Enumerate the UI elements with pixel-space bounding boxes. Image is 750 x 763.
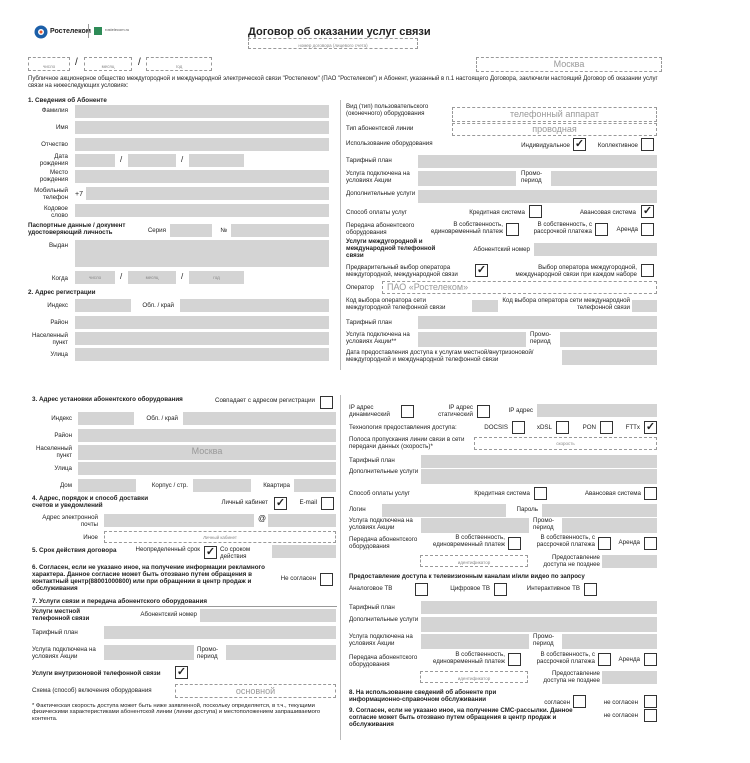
date-access-label: Дата предоставления доступа к услугам местной/внутризоновой/ междугородной и международной телефонной связи xyxy=(346,349,534,363)
fttx-checkbox[interactable] xyxy=(644,421,657,434)
local-tariff-field[interactable] xyxy=(104,626,336,639)
password-field[interactable] xyxy=(542,504,657,517)
promo2-period-label: Промо-период xyxy=(530,331,552,345)
fixed-term-label: Со сроком действия xyxy=(220,546,251,560)
bandwidth-hint: скорость xyxy=(556,441,575,446)
own-single4-checkbox[interactable] xyxy=(508,653,521,666)
s8-disagree-checkbox[interactable] xyxy=(644,695,657,708)
tariff4-label: Тарифный план xyxy=(349,604,395,611)
section-8-title: 8. На использование сведений об абоненте при информационно-справочном обслуживании xyxy=(349,689,497,703)
intro-text: Публичное акционерное общество междугородной и международной электрической связи "Ростелеком" (ПАО "Ростелеком") и Абонент, указанный в п.1 настоящего Договора, заключили настоящий Договор об оказании услуг связи на нижеследующих условиях: xyxy=(28,76,658,89)
ip-static-checkbox[interactable] xyxy=(477,405,490,418)
rent-checkbox[interactable] xyxy=(641,223,654,236)
line-type-value: проводная xyxy=(532,124,577,134)
tariff-label: Тарифный план xyxy=(346,157,392,164)
at-sign: @ xyxy=(258,514,267,523)
own-install3-checkbox[interactable] xyxy=(598,537,611,550)
ip-dynamic-checkbox[interactable] xyxy=(401,405,414,418)
local-promo-period-label: Промо-период xyxy=(197,646,219,660)
footnote: * Фактическая скорость доступа может быть ниже заявленной, поскольку определяется, в т.ч., текущими физическими характеристиками абонентской линии (линии доступа) и местоположением запрашиваемого контента. xyxy=(32,703,321,722)
own-single3-label: В собственность, единовременный платеж xyxy=(432,534,505,548)
codeword-label: Кодовое слово xyxy=(43,205,68,219)
house-label: Дом xyxy=(60,482,72,489)
fixed-term-field[interactable] xyxy=(272,545,336,558)
additional3-field[interactable] xyxy=(421,469,657,484)
tech-label: Технология предоставления доступа: xyxy=(349,424,457,431)
own-single4-label: В собственность, единовременный платеж xyxy=(432,651,505,665)
individual-label: Индивидуальное xyxy=(521,142,570,149)
tv-title: Предоставление доступа к телевизионным каналам и/или видео по запросу xyxy=(349,573,585,580)
fttx-label: FTTx xyxy=(625,424,640,431)
tariff3-field[interactable] xyxy=(421,455,657,468)
house-field[interactable] xyxy=(78,479,136,492)
scheme-field[interactable] xyxy=(175,684,336,698)
tariff-field[interactable] xyxy=(418,155,657,168)
month-caption: месяц xyxy=(101,64,115,69)
code-intl-field[interactable] xyxy=(632,300,657,312)
check-mark-icon: ✓ xyxy=(476,264,487,276)
own-single3-checkbox[interactable] xyxy=(508,537,521,550)
operator-value: ПАО «Ростелеком» xyxy=(387,282,469,292)
issue-day-caption: число xyxy=(88,275,102,280)
promo2-label: Услуга подключена на условиях Акции** xyxy=(346,331,410,345)
dob-year[interactable] xyxy=(189,154,244,167)
city-field[interactable] xyxy=(476,57,662,72)
ld-number-label: Абонентский номер xyxy=(473,246,530,253)
email-address-label: Адрес электронной почты xyxy=(42,514,98,528)
reg-locality-field[interactable] xyxy=(75,332,329,345)
section-7-title: 7. Услуги связи и передача абонентского оборудования xyxy=(32,598,207,605)
equip-type-value: телефонный аппарат xyxy=(509,109,600,119)
dob-month[interactable] xyxy=(128,154,176,167)
other-field[interactable] xyxy=(104,531,336,543)
name-label: Имя xyxy=(55,124,68,131)
own-install4-label: В собственность, с рассрочкой платежа xyxy=(536,651,595,665)
check-mark-icon: ✓ xyxy=(574,138,585,150)
own-install4-checkbox[interactable] xyxy=(598,653,611,666)
issue-year[interactable] xyxy=(189,271,244,284)
inst-index-field[interactable] xyxy=(78,412,134,425)
check-mark-icon: ✓ xyxy=(645,421,656,433)
ld-number-field[interactable] xyxy=(534,243,657,256)
promo4-period-label: Промо-период xyxy=(533,633,555,647)
series-field[interactable] xyxy=(170,224,212,237)
year-caption: год xyxy=(175,64,183,69)
tariff2-label: Тарифный план xyxy=(346,319,392,326)
password-label: Пароль xyxy=(516,506,538,513)
indefinite-checkbox[interactable] xyxy=(204,546,217,559)
tv-analog-label: Аналоговое ТВ xyxy=(349,585,393,592)
operator-label: Оператор xyxy=(346,284,374,291)
advance-label: Авансовая система xyxy=(579,209,636,216)
operator-field[interactable] xyxy=(382,281,657,294)
promo3-label: Услуга подключена на условиях Акции xyxy=(349,517,413,531)
cabinet-hint: Личный кабинет xyxy=(203,535,237,540)
own-install-label: В собственность, с рассрочкой платежа xyxy=(533,221,592,235)
local-number-label: Абонентский номер xyxy=(140,611,197,618)
rostelecom-logo-icon xyxy=(34,25,48,39)
s9-disagree-label: не согласен xyxy=(603,712,638,719)
tv-digital-label: Цифровое ТВ xyxy=(450,585,490,592)
issue-slash: / xyxy=(181,272,184,281)
credit3-checkbox[interactable] xyxy=(534,487,547,500)
transfer4-label: Передача абонентского оборудования xyxy=(349,654,418,668)
when-label: Когда xyxy=(51,275,68,282)
s8-disagree-label: не согласен xyxy=(603,699,638,706)
perdial-label: Выбор оператора междугородной, международной связи при каждом наборе xyxy=(515,264,637,278)
column-divider xyxy=(340,100,341,370)
section-5-title: 5. Срок действия договора xyxy=(32,547,117,554)
additional-label: Дополнительные услуги xyxy=(346,190,416,197)
transfer3-label: Передача абонентского оборудования xyxy=(349,536,418,550)
credit3-label: Кредитная система xyxy=(474,490,530,497)
perdial-checkbox[interactable] xyxy=(641,264,654,277)
provided-later4-field[interactable] xyxy=(602,671,657,684)
tv-analog-checkbox[interactable] xyxy=(415,583,428,596)
code-intl-label: Код выбора оператора сети международной телефонной связи xyxy=(502,297,630,311)
login-label: Логин xyxy=(349,506,366,513)
promo2-period-field[interactable] xyxy=(560,332,657,347)
equip-use-label: Использование оборудования xyxy=(346,140,433,147)
passport-number-field[interactable] xyxy=(231,224,329,237)
promo4-period-field[interactable] xyxy=(562,634,657,649)
tv-iptv-checkbox[interactable] xyxy=(584,583,597,596)
patronymic-label: Отчество xyxy=(41,141,68,148)
dob-slash: / xyxy=(120,155,123,164)
additional4-label: Дополнительные услуги xyxy=(349,616,419,623)
advance3-label: Авансовая система xyxy=(584,490,641,497)
rent4-label: Аренда xyxy=(618,656,640,663)
apt-label: Квартира xyxy=(263,482,290,489)
dob-day[interactable] xyxy=(75,154,115,167)
pon-checkbox[interactable] xyxy=(600,421,613,434)
patronymic-field[interactable] xyxy=(75,138,329,151)
promo-field[interactable] xyxy=(418,171,516,186)
additional3-label: Дополнительные услуги xyxy=(349,468,419,475)
cabinet-label: Личный кабинет xyxy=(221,499,268,506)
provided-later3-field[interactable] xyxy=(602,555,657,568)
s9-disagree-checkbox[interactable] xyxy=(644,709,657,722)
provided-later4-label: Предоставление доступа не позднее xyxy=(543,670,600,684)
check-mark-icon: ✓ xyxy=(642,205,653,217)
tv-digital-checkbox[interactable] xyxy=(494,583,507,596)
ip-addr-label: IP адрес xyxy=(508,407,533,414)
transfer-label: Передача абонентского оборудования xyxy=(346,222,415,236)
reg-district-label: Район xyxy=(50,319,68,326)
collective-label: Коллективное xyxy=(597,142,638,149)
ident3-hint: идентификатор xyxy=(457,560,491,565)
promo2-field[interactable] xyxy=(418,332,526,347)
dob-label: Дата рождения xyxy=(39,153,68,167)
date-access-field[interactable] xyxy=(562,350,657,365)
city-value: Москва xyxy=(553,59,585,69)
column-divider xyxy=(340,395,341,740)
year-field[interactable] xyxy=(146,57,212,71)
same-address-checkbox[interactable] xyxy=(320,396,333,409)
rent4-checkbox[interactable] xyxy=(644,653,657,666)
check-mark-icon: ✓ xyxy=(176,666,187,678)
inst-locality-value: Москва xyxy=(191,446,223,456)
equip-type-label: Вид (тип) пользовательского (оконечного) оборудования xyxy=(346,103,429,117)
indefinite-label: Неопределенный срок xyxy=(135,546,200,553)
issue-slash: / xyxy=(120,272,123,281)
rent-label: Аренда xyxy=(616,226,638,233)
pob-label: Место рождения xyxy=(39,169,68,183)
intrazone-label: Услуги внутризоновой телефонной связи xyxy=(32,670,161,677)
mobile-field[interactable] xyxy=(86,187,329,200)
date-slash: / xyxy=(75,57,78,68)
promo3-period-label: Промо-период xyxy=(533,517,555,531)
preselect-label: Предварительный выбор оператора междугородной, международной связи xyxy=(346,264,458,278)
promo3-field[interactable] xyxy=(421,518,529,533)
tariff4-field[interactable] xyxy=(421,601,657,614)
issue-day[interactable] xyxy=(75,271,115,284)
code-ld-field[interactable] xyxy=(472,300,498,312)
partner-logo-icon xyxy=(93,26,103,36)
scheme-value: основной xyxy=(235,686,276,696)
docsis-label: DOCSIS xyxy=(484,424,508,431)
local-promo-field[interactable] xyxy=(104,645,194,660)
email-checkbox[interactable] xyxy=(321,497,334,510)
email-domain-field[interactable] xyxy=(268,514,336,527)
reg-index-field[interactable] xyxy=(75,299,131,312)
rent3-label: Аренда xyxy=(618,539,640,546)
inst-street-label: Улица xyxy=(54,465,72,472)
line-type-field[interactable] xyxy=(452,123,657,136)
ads-disagree-label: Не согласен xyxy=(280,575,316,582)
section-6-title: 6. Согласен, если не указано иное, на получение информации рекламного характера. Данное согласие может быть отозвано путем обращения в контактный центр(88001000800) или при обращении в центр продаж и обслуживания xyxy=(32,564,265,592)
payment-label: Способ оплаты услуг xyxy=(346,209,407,216)
inst-street-field[interactable] xyxy=(78,462,336,475)
issued-label: Выдан xyxy=(48,242,68,249)
reg-district-field[interactable] xyxy=(75,316,329,329)
section-1-title: 1. Сведения об Абоненте xyxy=(28,97,107,104)
partner-logo-text: rostelecom.ru xyxy=(105,27,130,32)
promo-period-label: Промо-период xyxy=(521,170,543,184)
page-title: Договор об оказании услуг связи xyxy=(248,26,431,38)
equip-type-field[interactable] xyxy=(452,107,657,122)
dob-slash: / xyxy=(181,155,184,164)
number-label: № xyxy=(220,227,227,234)
passport-label: Паспортные данные / документ удостоверяющий личность xyxy=(28,222,126,236)
inst-region-label: Обл. / край xyxy=(146,415,178,422)
additional4-field[interactable] xyxy=(421,617,657,632)
ip-dynamic-label: IP адрес динамический xyxy=(349,404,391,418)
tariff2-field[interactable] xyxy=(418,316,657,329)
day-field[interactable] xyxy=(28,57,70,71)
xdsl-label: xDSL xyxy=(536,424,552,431)
code-ld-label: Код выбора оператора сети междугородной телефонной связи xyxy=(346,297,446,311)
inst-locality-field[interactable] xyxy=(78,445,336,460)
advance-checkbox[interactable] xyxy=(641,205,654,218)
month-field[interactable] xyxy=(84,57,132,71)
series-label: Серия xyxy=(147,227,166,234)
intrazone-checkbox[interactable] xyxy=(175,666,188,679)
individual-checkbox[interactable] xyxy=(573,138,586,151)
day-caption: число xyxy=(42,64,56,69)
ip-addr-field[interactable] xyxy=(537,404,657,417)
ads-disagree-checkbox[interactable] xyxy=(320,573,333,586)
line-type-label: Тип абонентской линии xyxy=(346,125,414,132)
pob-field[interactable] xyxy=(75,170,329,183)
pon-label: PON xyxy=(582,424,596,431)
other-label: Иное xyxy=(83,534,98,541)
inst-district-field[interactable] xyxy=(78,429,336,442)
ident4-hint: идентификатор xyxy=(457,676,491,681)
own-install3-label: В собственность, с рассрочкой платежа xyxy=(536,534,595,548)
apt-field[interactable] xyxy=(294,479,336,492)
additional-field[interactable] xyxy=(418,190,657,203)
xdsl-checkbox[interactable] xyxy=(556,421,569,434)
local-service-label: Услуги местной телефонной связи xyxy=(32,608,90,622)
bandwidth-field[interactable] xyxy=(474,437,657,450)
mobile-label: Мобильный телефон xyxy=(34,187,68,201)
issue-month[interactable] xyxy=(128,271,176,284)
section-2-title: 2. Адрес регистрации xyxy=(28,289,96,296)
payment3-label: Способ оплаты услуг xyxy=(349,490,410,497)
promo4-label: Услуга подключена на условиях Акции xyxy=(349,633,413,647)
date-slash: / xyxy=(138,57,141,68)
bandwidth-label: Полоса пропускания линии связи в сети передачи данных (скорость)* xyxy=(349,436,465,450)
building-label: Корпус / стр. xyxy=(151,482,188,489)
issue-year-caption: год xyxy=(213,275,220,280)
same-address-label: Совпадает с адресом регистрации xyxy=(214,397,315,404)
reg-locality-label: Населенный пункт xyxy=(31,332,68,346)
docsis-checkbox[interactable] xyxy=(512,421,525,434)
reg-region-label: Обл. / край xyxy=(142,302,174,309)
logo-text: Ростелеком xyxy=(50,28,91,35)
tv-iptv-label: Интерактивное ТВ xyxy=(526,585,580,592)
cabinet-checkbox[interactable] xyxy=(274,497,287,510)
building-field[interactable] xyxy=(193,479,251,492)
section-9-title: 9. Согласен, если не указано иное, на получение СМС-рассылки. Данное согласие может быть отозвано путем обращения в центр продаж и обслуживания xyxy=(349,707,573,728)
ident3-field[interactable] xyxy=(420,555,528,567)
s8-agree-checkbox[interactable] xyxy=(573,695,586,708)
collective-checkbox[interactable] xyxy=(641,138,654,151)
promo4-field[interactable] xyxy=(421,634,529,649)
local-promo-period-field[interactable] xyxy=(226,645,336,660)
inst-region-field[interactable] xyxy=(183,412,336,425)
surname-field[interactable] xyxy=(75,105,329,118)
reg-index-label: Индекс xyxy=(47,302,68,309)
mobile-prefix: +7 xyxy=(75,191,83,198)
rent3-checkbox[interactable] xyxy=(644,537,657,550)
promo-period-field[interactable] xyxy=(551,171,657,186)
reg-street-label: Улица xyxy=(50,351,68,358)
credit-label: Кредитная система xyxy=(469,209,525,216)
local-tariff-label: Тарифный план xyxy=(32,629,78,636)
inst-locality-label: Населенный пункт xyxy=(35,445,72,459)
inst-district-label: Район xyxy=(54,432,72,439)
section-3-title: 3. Адрес установки абонентского оборудования xyxy=(32,396,183,403)
own-single-checkbox[interactable] xyxy=(506,223,519,236)
partner-logo xyxy=(88,24,130,38)
inst-index-label: Индекс xyxy=(51,415,72,422)
provided-later3-label: Предоставление доступа не позднее xyxy=(543,554,600,568)
contract-number-caption: номер договора (лицевого счета) xyxy=(298,43,368,48)
divider xyxy=(32,606,337,607)
email-label: E-mail xyxy=(299,499,317,506)
ip-static-label: IP адрес статический xyxy=(438,404,473,418)
issue-month-caption: месяц xyxy=(145,275,159,280)
codeword-field[interactable] xyxy=(75,204,329,217)
promo-label: Услуга подключена на условиях Акции xyxy=(346,170,410,184)
issued-field[interactable] xyxy=(75,240,329,267)
own-single-label: В собственность, единовременный платеж xyxy=(430,221,503,235)
rostelecom-logo xyxy=(34,23,91,41)
longdist-label: Услуги междугородной и международной телефонной связи xyxy=(346,238,436,259)
credit-checkbox[interactable] xyxy=(529,205,542,218)
section-4-title: 4. Адрес, порядок и способ доставки счетов и уведомлений xyxy=(32,495,149,509)
promo3-period-field[interactable] xyxy=(562,518,657,533)
local-number-field[interactable] xyxy=(200,609,336,622)
reg-region-field[interactable] xyxy=(180,299,329,312)
name-field[interactable] xyxy=(75,121,329,134)
login-field[interactable] xyxy=(382,504,506,517)
local-promo-label: Услуга подключена на условиях Акции xyxy=(32,646,96,660)
s8-agree-label: согласен xyxy=(544,699,570,706)
ident4-field[interactable] xyxy=(420,671,528,683)
reg-street-field[interactable] xyxy=(75,348,329,361)
email-user-field[interactable] xyxy=(104,514,254,527)
scheme-label: Схема (способ) включения оборудования xyxy=(32,687,152,694)
surname-label: Фамилия xyxy=(41,107,68,114)
own-install-checkbox[interactable] xyxy=(595,223,608,236)
advance3-checkbox[interactable] xyxy=(644,487,657,500)
check-mark-icon: ✓ xyxy=(205,546,216,558)
check-mark-icon: ✓ xyxy=(275,497,286,509)
preselect-checkbox[interactable] xyxy=(475,264,488,277)
tariff3-label: Тарифный план xyxy=(349,457,395,464)
